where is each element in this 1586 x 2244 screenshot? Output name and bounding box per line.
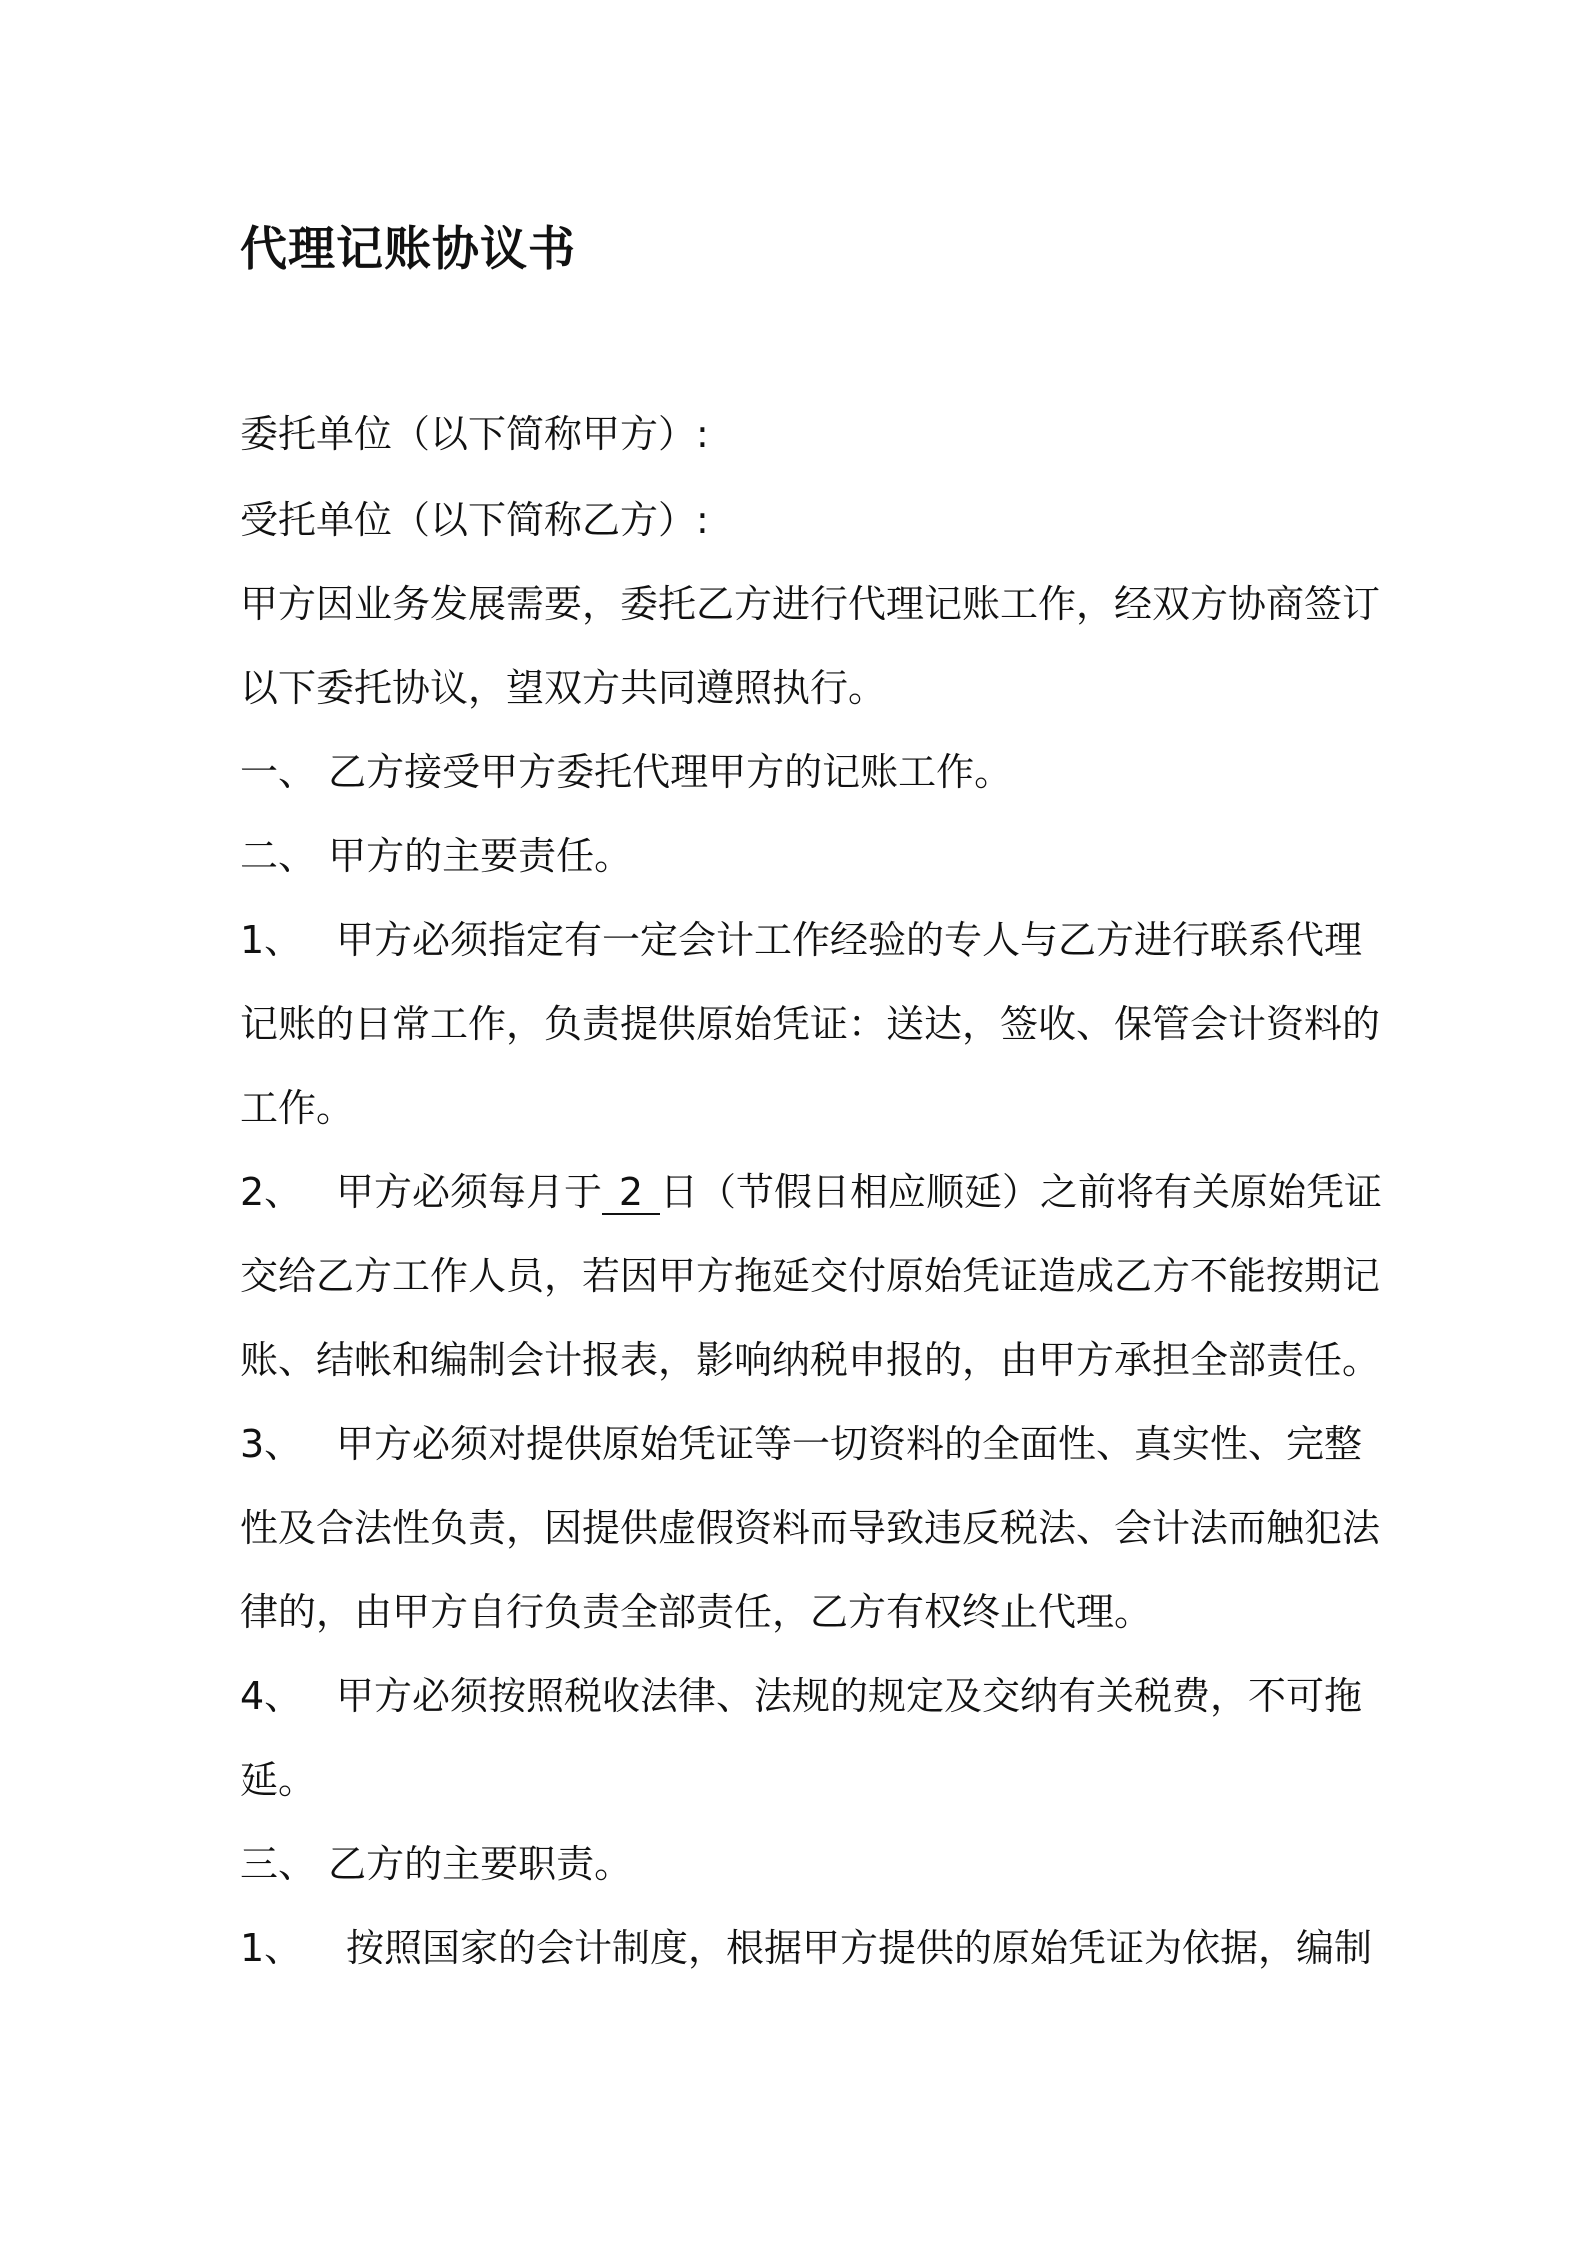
clause-text: 按照国家的会计制度，根据甲方提供的原始凭证为依据，编制	[346, 1926, 1373, 1970]
clause-2-2-line-2: 交给乙方工作人员，若因甲方拖延交付原始凭证造成乙方不能按期记	[240, 1254, 1381, 1298]
clause-number: 1、	[240, 918, 303, 962]
clause-number: 4、	[240, 1674, 303, 1718]
clause-number: 1、	[240, 1926, 303, 1970]
intro-line-1: 甲方因业务发展需要，委托乙方进行代理记账工作，经双方协商签订	[240, 582, 1381, 626]
clause-2-3-line-1	[240, 1420, 1362, 1468]
clause-2-2-line-1	[240, 1168, 1382, 1216]
clause-2-4-line-1	[240, 1672, 1362, 1720]
clause-number: 2、	[240, 1170, 303, 1214]
submission-day-blank: 2	[602, 1171, 660, 1215]
clause-number: 3、	[240, 1422, 303, 1466]
clause-text: 甲方必须指定有一定会计工作经验的专人与乙方进行联系代理	[336, 918, 1363, 962]
clause-2-1-line-2: 记账的日常工作，负责提供原始凭证：送达，签收、保管会计资料的	[240, 1002, 1381, 1046]
section-heading-3: 三、 乙方的主要职责。	[240, 1842, 633, 1886]
clause-2-2-line-3: 账、结帐和编制会计报表，影响纳税申报的，由甲方承担全部责任。	[240, 1338, 1381, 1382]
clause-2-3-line-3: 律的，由甲方自行负责全部责任，乙方有权终止代理。	[240, 1590, 1153, 1634]
clause-text: 甲方必须对提供原始凭证等一切资料的全面性、真实性、完整	[336, 1422, 1363, 1466]
clause-text-post: 日（节假日相应顺延）之前将有关原始凭证	[660, 1170, 1383, 1214]
section-heading-2: 二、 甲方的主要责任。	[240, 834, 633, 878]
party-b-label: 受托单位（以下简称乙方）:	[240, 498, 709, 542]
document-title: 代理记账协议书	[240, 222, 576, 277]
clause-2-1-line-1	[240, 916, 1362, 964]
party-a-label: 委托单位（以下简称甲方）:	[240, 412, 709, 456]
clause-2-3-line-2: 性及合法性负责，因提供虚假资料而导致违反税法、会计法而触犯法	[240, 1506, 1381, 1550]
intro-line-2: 以下委托协议，望双方共同遵照执行。	[240, 666, 887, 710]
clause-2-1-line-3: 工作。	[240, 1086, 355, 1130]
clause-text-pre: 甲方必须每月于	[336, 1170, 603, 1214]
clause-text: 甲方必须按照税收法律、法规的规定及交纳有关税费，不可拖	[336, 1674, 1363, 1718]
clause-3-1-line-1	[240, 1924, 1372, 1972]
section-heading-1: 一、 乙方接受甲方委托代理甲方的记账工作。	[240, 750, 1013, 794]
clause-2-4-line-2: 延。	[240, 1758, 317, 1802]
